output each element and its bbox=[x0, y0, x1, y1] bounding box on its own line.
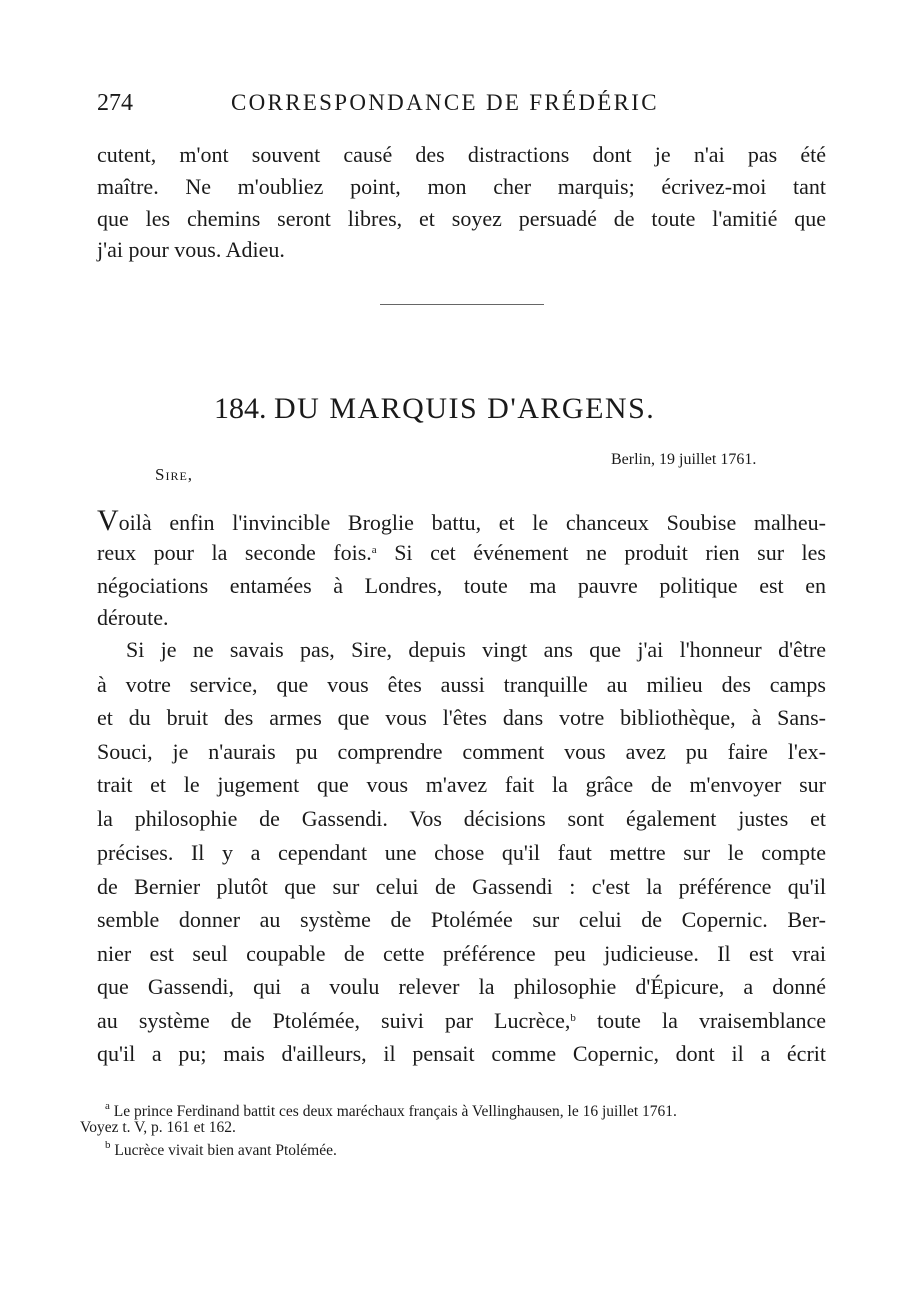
text-line: qu'il a pu; mais d'ailleurs, il pensait comme Copernic, dont il a écrit bbox=[97, 1041, 826, 1066]
section-divider bbox=[380, 304, 544, 305]
text-line: au système de Ptolémée, suivi par Lucrèce,$^b$ toute la vraisemblance bbox=[97, 1008, 826, 1033]
page-number: 274 bbox=[97, 90, 133, 116]
text-line: cutent, m'ont souvent causé des distractions dont je n'ai pas été bbox=[97, 142, 826, 167]
letter-title: DU MARQUIS D'ARGENS. bbox=[274, 392, 656, 425]
text-line: que Gassendi, qui a voulu relever la philosophie d'Épicure, a donné bbox=[97, 974, 826, 999]
footnote-ref: b bbox=[570, 1012, 576, 1024]
text-line: à votre service, que vous êtes aussi tranquille au milieu des camps bbox=[97, 672, 826, 697]
text-line: et du bruit des armes que vous l'êtes dans votre bibliothèque, à Sans- bbox=[97, 705, 826, 730]
footnote-ref: a bbox=[371, 544, 377, 556]
footnote-b: $^b$ Lucrèce vivait bien avant Ptolémée. bbox=[105, 1139, 337, 1159]
text-line: semble donner au système de Ptolémée sur celui de Copernic. Ber- bbox=[97, 907, 826, 932]
text-line: reux pour la seconde fois.$^a$ Si cet événement ne produit rien sur les bbox=[97, 540, 826, 565]
text-line: Voilà enfin l'invincible Broglie battu, et le chanceux Soubise malheu- bbox=[97, 504, 826, 537]
text-line: Souci, je n'aurais pu comprendre comment vous avez pu faire l'ex- bbox=[97, 739, 826, 764]
text-line: Si je ne savais pas, Sire, depuis vingt ans que j'ai l'honneur d'être bbox=[126, 637, 826, 662]
text-line: déroute. bbox=[97, 605, 169, 630]
salutation: Sire, bbox=[155, 465, 194, 484]
footnote-a-continued: Voyez t. V, p. 161 et 162. bbox=[80, 1119, 236, 1136]
text-line: que les chemins seront libres, et soyez persuadé de toute l'amitié que bbox=[97, 206, 826, 231]
drop-cap: V bbox=[97, 504, 119, 537]
text-line: de Bernier plutôt que sur celui de Gassendi : c'est la préférence qu'il bbox=[97, 874, 826, 899]
text-line: maître. Ne m'oubliez point, mon cher marquis; écrivez-moi tant bbox=[97, 174, 826, 199]
letter-heading bbox=[214, 392, 655, 426]
running-title: CORRESPONDANCE DE FRÉDÉRIC bbox=[231, 90, 659, 115]
text-line: négociations entamées à Londres, toute ma pauvre politique est en bbox=[97, 573, 826, 598]
text-line: j'ai pour vous. Adieu. bbox=[97, 237, 285, 262]
text-line: la philosophie de Gassendi. Vos décisions sont également justes et bbox=[97, 806, 826, 831]
text-line: précises. Il y a cependant une chose qu'il faut mettre sur le compte bbox=[97, 840, 826, 865]
footnote-a: $^a$ Le prince Ferdinand battit ces deux maréchaux français à Vellinghausen, le 16 juillet 1761. bbox=[105, 1100, 677, 1120]
text-line: trait et le jugement que vous m'avez fait la grâce de m'envoyer sur bbox=[97, 772, 826, 797]
place-date: Berlin, 19 juillet 1761. bbox=[611, 451, 757, 468]
text-line: nier est seul coupable de cette préférence peu judicieuse. Il est vrai bbox=[97, 941, 826, 966]
letter-number: 184. bbox=[214, 392, 267, 425]
